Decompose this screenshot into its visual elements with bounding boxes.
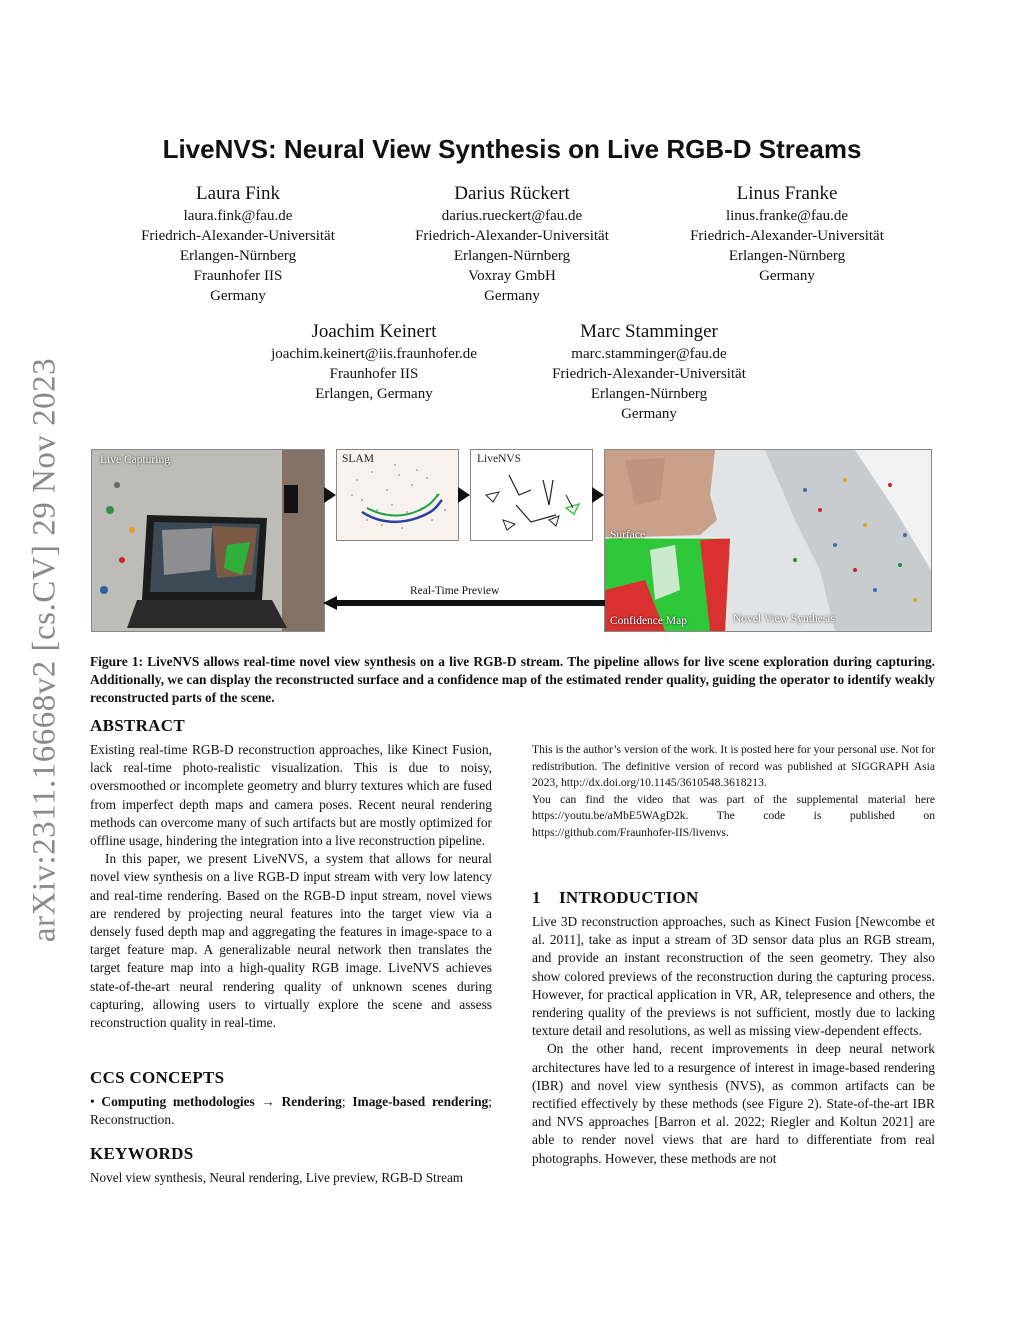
author-block — [499, 320, 799, 424]
ccs-term: Rendering — [281, 1094, 342, 1109]
introduction-body — [532, 913, 935, 1168]
author-email: marc.stamminger@fau.de — [571, 346, 727, 362]
author-affiliation: Fraunhofer IIS — [193, 268, 283, 284]
author-block — [88, 182, 388, 306]
author-version-note — [532, 742, 935, 842]
figure-caption: Figure 1: LiveNVS allows real-time novel view synthesis on a live RGB-D stream. The pipeline allows for live scene exploration during capturing. Additionally, we can display the reconstructed surface and a confidence map of the estimated render quality, guiding the operator to identify weakly reconstructed parts of the scene. — [90, 654, 935, 705]
abstract-heading: ABSTRACT — [90, 716, 185, 735]
author-email: darius.rueckert@fau.de — [441, 208, 583, 224]
live-capturing-photo — [91, 449, 325, 632]
ccs-body — [90, 1093, 492, 1129]
author-name: Laura Fink — [196, 183, 280, 204]
label-live-capturing: Live Capturing — [100, 454, 170, 466]
abstract-body — [90, 741, 492, 1032]
novel-view-panel — [604, 449, 932, 632]
author-affiliation: Friedrich-Alexander-Universität — [552, 366, 746, 382]
author-affiliation: Erlangen-Nürnberg — [590, 386, 708, 402]
author-affiliation: Friedrich-Alexander-Universität — [415, 228, 609, 244]
author-affiliation: Erlangen-Nürnberg — [179, 248, 297, 264]
author-affiliation: Friedrich-Alexander-Universität — [690, 228, 884, 244]
author-affiliation: Voxray GmbH — [468, 268, 556, 284]
preview-arrow-icon — [323, 595, 605, 611]
author-email: linus.franke@fau.de — [725, 208, 849, 224]
ccs-arrow: → — [254, 1094, 282, 1109]
label-real-time-preview: Real-Time Preview — [410, 585, 500, 597]
author-country: Germany — [759, 268, 815, 284]
abstract-paragraph: In this paper, we present LiveNVS, a system that allows for neural novel view synthesis on a live RGB-D input stream with very low latency and real-time rendering. Based on the RGB-D input stream, novel views are rendered by projecting neural features into the target view via a densely fused depth map and aggregating the features in image-space to a target feature map. A generalizable neural network then translates the target feature map into a high-quality RGB image. LiveNVS achieves state-of-the-art neural rendering quality of unknown scenes during capturing, allowing users to virtually explore the scene and assess reconstruction quality in real-time. — [90, 851, 492, 1031]
ccs-tail: ; Reconstruction. — [90, 1094, 492, 1128]
livenvs-panel — [470, 449, 593, 541]
author-block — [224, 320, 524, 404]
author-name: Darius Rückert — [454, 183, 570, 204]
slam-panel — [336, 449, 459, 541]
ccs-heading: CCS CONCEPTS — [90, 1068, 225, 1087]
author-country: Germany — [210, 288, 266, 304]
author-country: Germany — [484, 288, 540, 304]
author-affiliation: Fraunhofer IIS — [329, 366, 419, 382]
author-email: laura.fink@fau.de — [183, 208, 293, 224]
live-capturing-illustration — [92, 450, 324, 631]
author-email: joachim.keinert@iis.fraunhofer.de — [271, 346, 477, 362]
note-paragraph: This is the author’s version of the work. It is posted here for your personal use. Not for redistribution. The definitive version of record was published at SIGGRAPH Asia 2023, http://dx.doi.org/10.1145/3610548.3618213. — [532, 743, 935, 790]
author-name: Marc Stamminger — [580, 321, 718, 342]
abstract-paragraph: Existing real-time RGB-D reconstruction approaches, like Kinect Fusion, lack real-time photo-realistic visualization. This is due to noisy, oversmoothed or incomplete geometry and blurry textures which are fused from imperfect depth maps and camera poses. Recent neural rendering methods can overcome many of such artifacts but are mostly optimized for offline usage, hindering the integration into a live reconstruction pipeline. — [90, 742, 492, 849]
label-novel-view-synthesis: Novel View Synthesis — [733, 613, 835, 625]
author-name: Linus Franke — [736, 183, 838, 204]
author-affiliation: Erlangen, Germany — [315, 386, 433, 402]
author-country: Germany — [621, 406, 677, 422]
author-affiliation: Friedrich-Alexander-Universität — [141, 228, 335, 244]
introduction-paragraph: On the other hand, recent improvements in deep neural network architectures have led to a resurgence of interest in image-based rendering (IBR) and novel view synthesis (NVS), as common artifacts can be rectified effectively by these methods (see Figure 2). State-of-the-art IBR and NVS approaches [Barron et al. 2022; Riegler and Koltun 2021] are able to render novel views that are hard to differentiate from real photographs. However, these methods are not — [532, 1041, 935, 1166]
author-affiliation: Erlangen-Nürnberg — [728, 248, 846, 264]
ccs-term: Computing methodologies — [101, 1094, 255, 1109]
paper-title: LiveNVS: Neural View Synthesis on Live RGB-D Streams — [162, 134, 862, 164]
ccs-separator: ; — [341, 1094, 353, 1109]
ccs-term: Image-based rendering — [352, 1094, 489, 1109]
ccs-bullet: • — [90, 1094, 102, 1109]
introduction-heading: 1 INTRODUCTION — [532, 888, 699, 907]
author-block — [637, 182, 937, 286]
note-paragraph: You can find the video that was part of the supplemental material here https://youtu.be/aMbE5WAgD2k. The code is published on https://github.com/Fraunhofer-IIS/livenvs. — [532, 792, 935, 839]
label-livenvs: LiveNVS — [477, 453, 522, 465]
author-name: Joachim Keinert — [311, 321, 437, 342]
novel-view-render — [605, 450, 931, 631]
label-confidence-map: Confidence Map — [610, 615, 687, 627]
keywords-heading: KEYWORDS — [90, 1144, 194, 1163]
author-block — [362, 182, 662, 306]
label-slam: SLAM — [342, 453, 374, 465]
label-surface: Surface — [610, 529, 646, 541]
author-affiliation: Erlangen-Nürnberg — [453, 248, 571, 264]
keywords-body: Novel view synthesis, Neural rendering, Live preview, RGB-D Stream — [90, 1170, 464, 1185]
introduction-paragraph: Live 3D reconstruction approaches, such as Kinect Fusion [Newcombe et al. 2011], take as input a stream of 3D sensor data plus an RGB stream, and provide an instant reconstruction of the seen geometry. They also show colored previews of the reconstruction during the capturing process. However, for practical application in VR, AR, telepresence and others, the rendering quality of the previews is not sufficient, mostly due to lacking texture detail and resolutions, as well as missing view-dependent effects. — [532, 914, 935, 1039]
